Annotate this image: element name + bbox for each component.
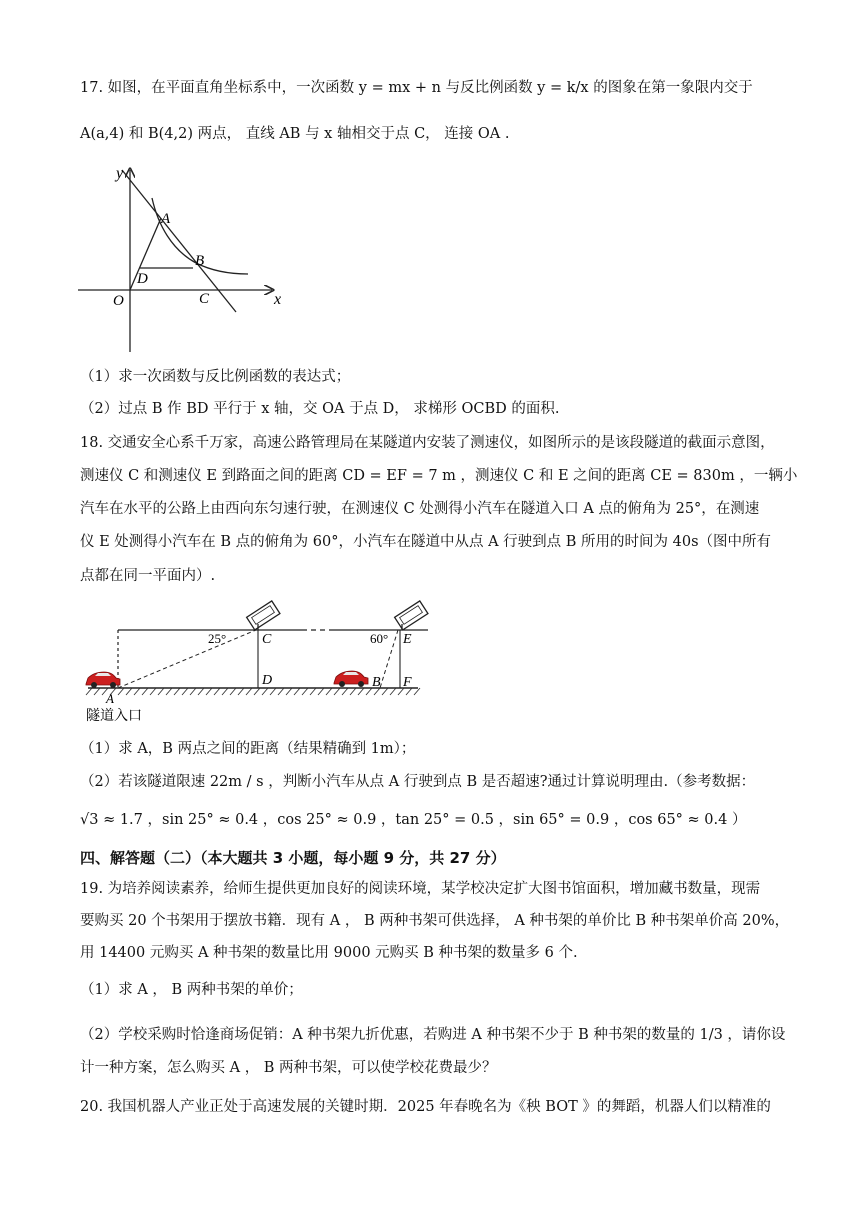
q18-label-c: C [262, 632, 272, 647]
q17-line1: 17. 如图，在平面直角坐标系中，一次函数 y = mx + n 与反比例函数 y = k/x 的图象在第一象限内交于 [80, 80, 753, 96]
q18-label-b: B [372, 675, 381, 690]
q18-label-d: D [262, 673, 273, 688]
q18-part2: （2）若该隧道限速 22m / s ，判断小汽车从点 A 行驶到点 B 是否超速?通过计算说明理由.（参考数据： [80, 774, 756, 790]
q17-line2: A(a,4) 和 B(4,2) 两点， 直线 AB 与 x 轴相交于点 C， 连接 OA . [80, 126, 510, 142]
q17-label-a: A [161, 211, 171, 227]
q17-label-c: C [199, 291, 210, 307]
q17-label-b: B [195, 253, 205, 269]
q18-label-f: F [403, 675, 412, 690]
q19-line1: 19. 为培养阅读素养，给师生提供更加良好的阅读环境，某学校决定扩大图书馆面积，增加藏书数量，现需 [80, 881, 761, 897]
q18-figure [0, 0, 440, 730]
q17-part2: （2）过点 B 作 BD 平行于 x 轴，交 OA 于点 D， 求梯形 OCBD 的面积. [80, 401, 560, 417]
q18-angle-60: 60° [370, 631, 389, 646]
q20-line1: 20. 我国机器人产业正处于高速发展的关键时期．2025 年春晚名为《秧 BOT 》的舞蹈，机器人们以精准的 [80, 1099, 771, 1115]
q18-road-hatch [86, 688, 420, 695]
q17-label-x: x [274, 291, 282, 308]
q17-part1: （1）求一次函数与反比例函数的表达式； [80, 369, 351, 385]
q18-label-a: A [106, 691, 114, 706]
q18-camera-c-icon [247, 601, 280, 630]
q18-line-ac [118, 630, 256, 688]
q18-camera-e-icon [395, 601, 428, 630]
section4-title: 四、解答题（二）（本大题共 3 小题，每小题 9 分，共 27 分） [80, 849, 506, 867]
q18-line5: 点都在同一平面内）. [80, 568, 216, 584]
q17-label-o: O [113, 293, 124, 309]
q18-angle-25: 25° [208, 631, 227, 646]
q19-line2: 要购买 20 个书架用于摆放书籍．现有 A ， B 两种书架可供选择， A 种书架的单价比 B 种书架单价高 20%， [80, 913, 790, 929]
q18-line4: 仪 E 处测得小汽车在 B 点的俯角为 60°，小汽车在隧道中从点 A 行驶到点 B 所用的时间为 40s（图中所有 [80, 534, 772, 550]
q19-line3: 用 14400 元购买 A 种书架的数量比用 9000 元购买 B 种书架的数量多 6 个. [80, 945, 578, 961]
q18-label-entrance: 隧道入口 [86, 709, 142, 724]
q18-reference-data: √3 ≈ 1.7 ，sin 25° ≈ 0.4 ，cos 25° ≈ 0.9 ，tan 25° = 0.5 ，sin 65° = 0.9 ，cos 65° ≈ 0.4 ） [80, 812, 747, 828]
q18-line3: 汽车在水平的公路上由西向东匀速行驶，在测速仪 C 处测得小汽车在隧道入口 A 点的俯角为 25°，在测速 [80, 501, 760, 517]
q19-part2: （2）学校采购时恰逢商场促销：A 种书架九折优惠，若购进 A 种书架不少于 B 种书架的数量的 1/3 ，请你设 [80, 1027, 786, 1043]
q18-label-e: E [403, 632, 412, 647]
q17-label-d: D [137, 271, 148, 287]
q18-part1: （1）求 A，B 两点之间的距离（结果精确到 1m）； [80, 741, 416, 757]
q19-part2b: 计一种方案，怎么购买 A ， B 两种书架，可以使学校花费最少？ [80, 1060, 497, 1076]
q19-part1: （1）求 A ， B 两种书架的单价； [80, 982, 303, 998]
q17-label-y: y [116, 165, 124, 182]
q18-car-b-icon [334, 671, 368, 687]
q18-line2: 测速仪 C 和测速仪 E 到路面之间的距离 CD = EF = 7 m ，测速仪 C 和 E 之间的距离 CE = 830m ，一辆小 [80, 468, 798, 484]
q18-line1: 18. 交通安全心系千万家，高速公路管理局在某隧道内安装了测速仪，如图所示的是该段隧道的截面示意图， [80, 435, 775, 451]
q18-car-a-icon [86, 672, 120, 688]
